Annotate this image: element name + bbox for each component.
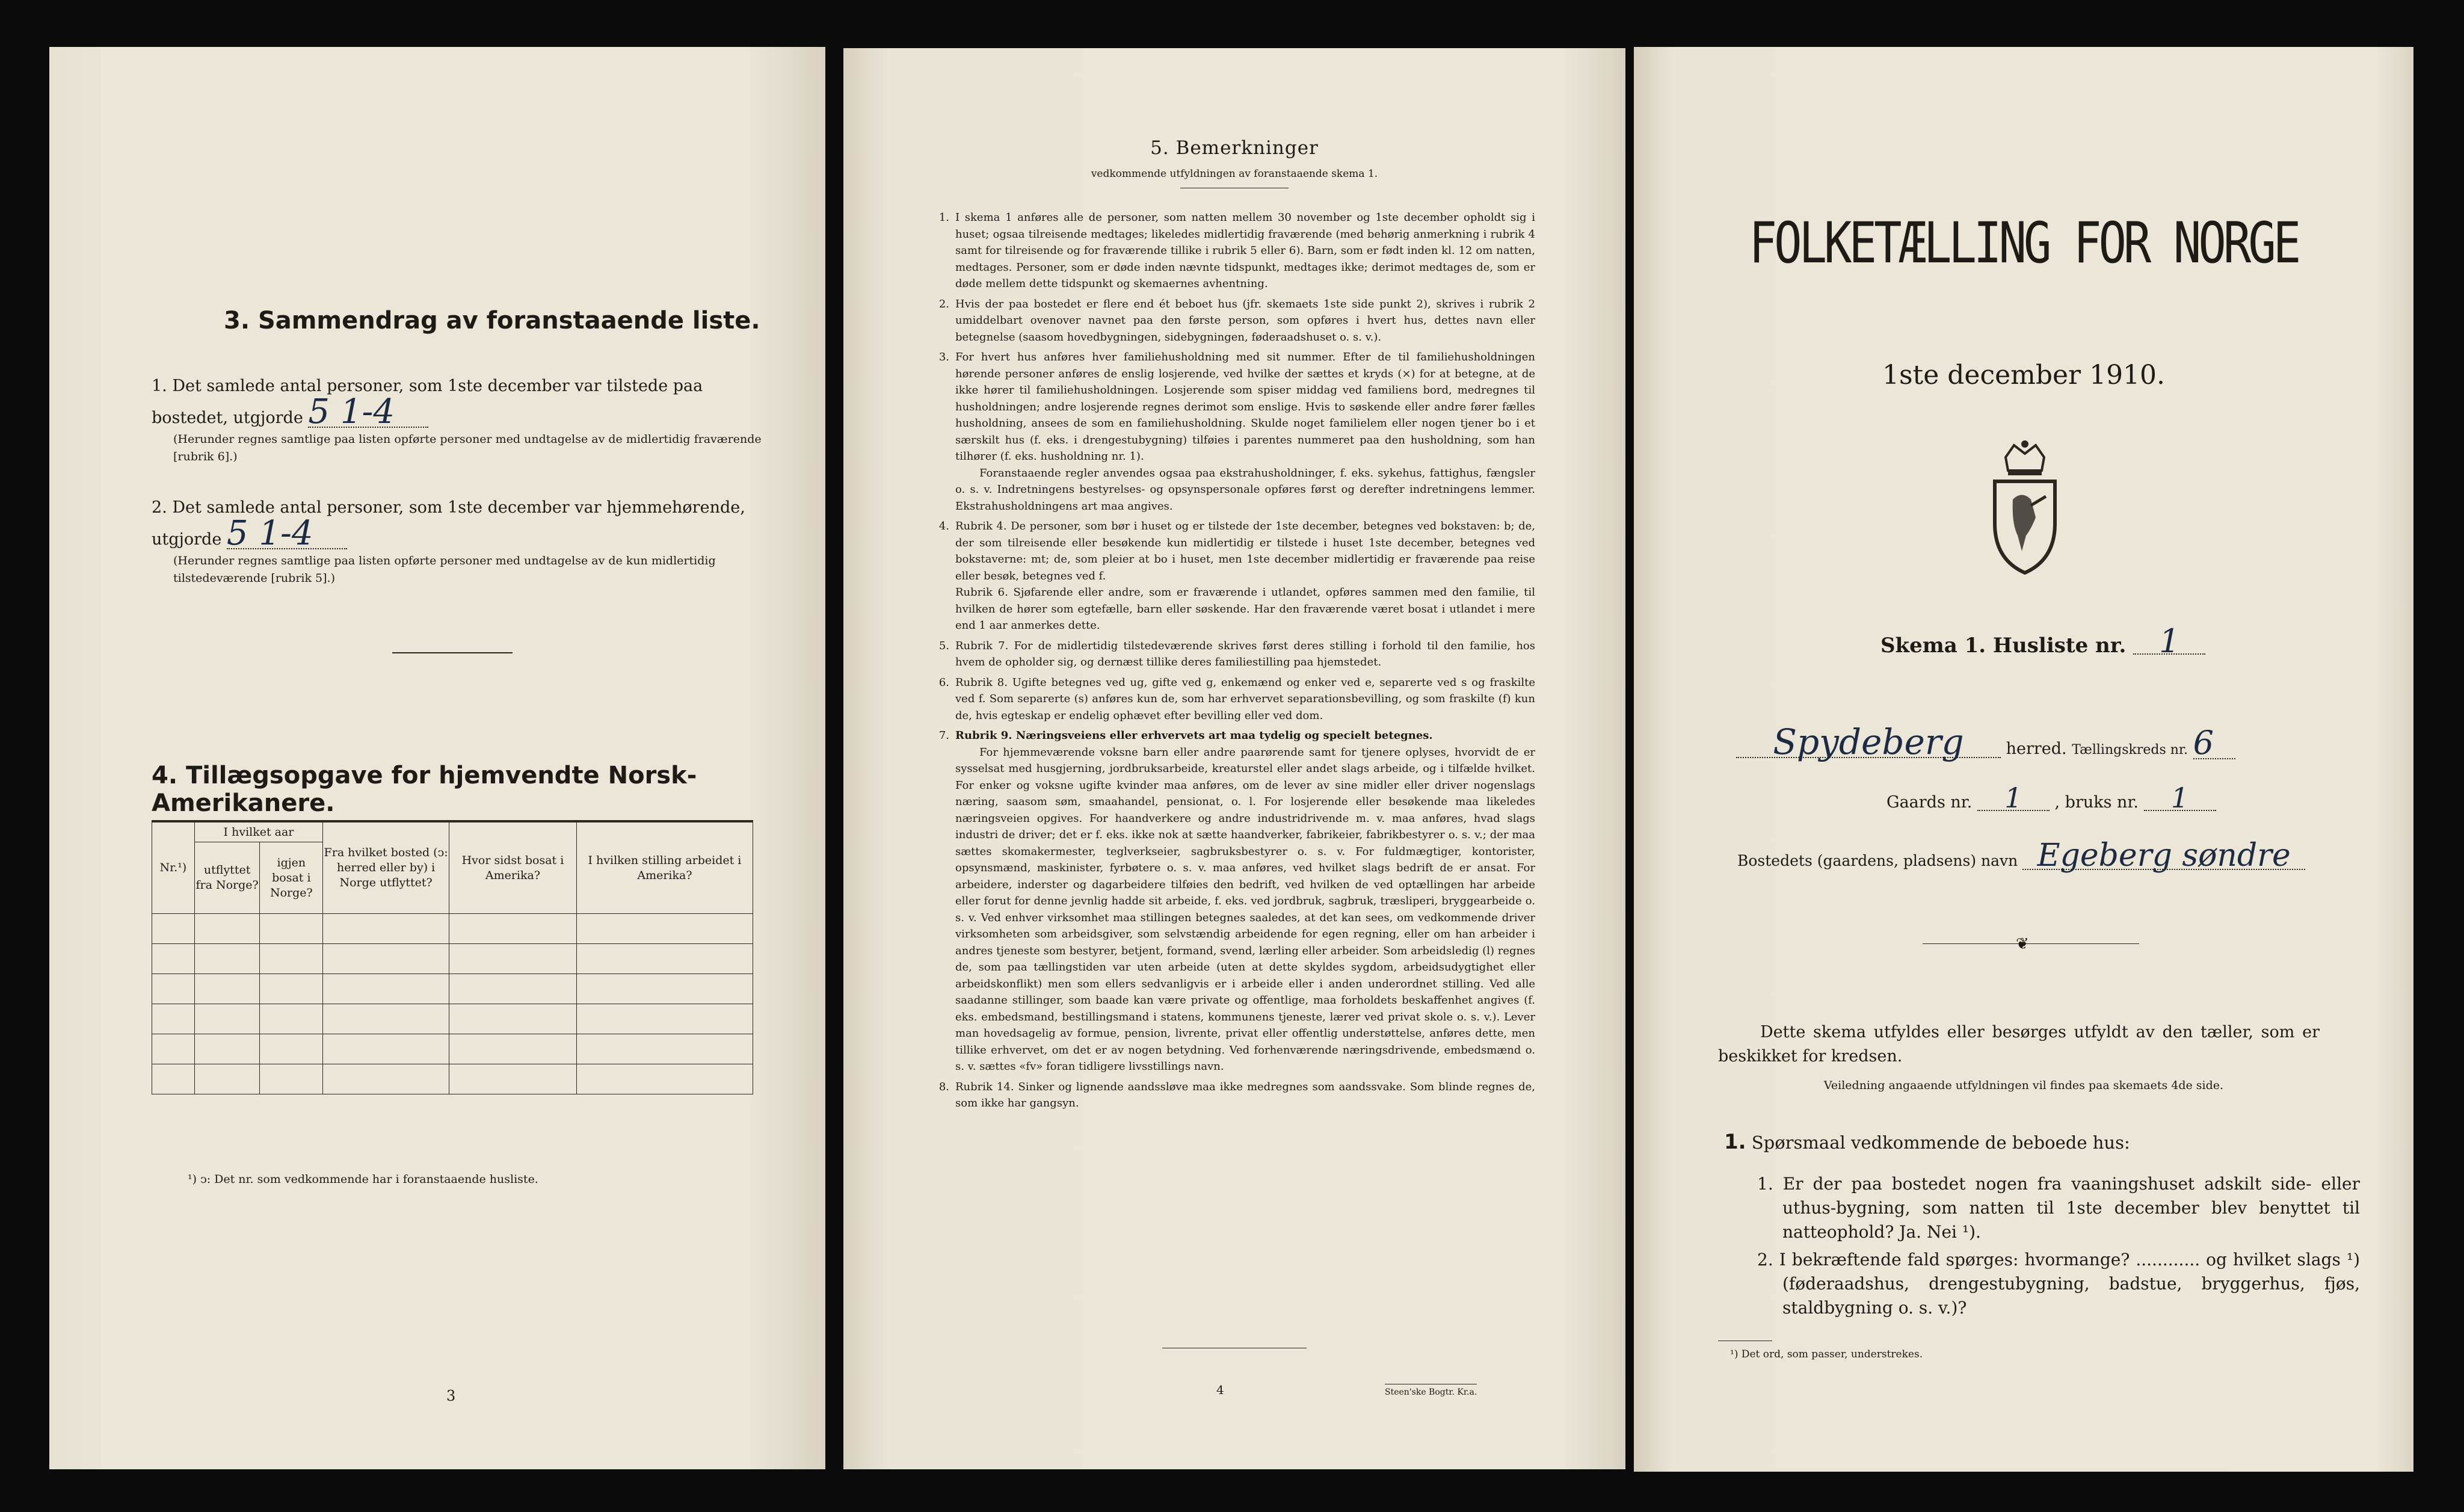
bosted-value: Egeberg søndre [2022,842,2305,870]
col-group-aar: I hvilket aar [194,821,322,842]
table-row [152,914,753,944]
ornament-icon: ❦ [2016,935,2029,953]
q1-title: Spørsmaal vedkommende de beboede hus: [1751,1132,2130,1153]
note-number: 4. [938,520,949,532]
gaards-line [1886,782,2216,814]
table-row [152,974,753,1004]
section4-footnote: ¹) ↄ: Det nr. som vedkommende har i foranstaaende husliste. [188,1173,538,1186]
q1-2: 2. I bekræftende fald spørges: hvormange? ............ og hvilket slags ¹) (føderaadshus, drengestubygning, badstue, bryggerhus, fjøs, staldbygning o. s. v.)? [1757,1250,2360,1318]
note-3 [928,349,1535,514]
col-igjen-bosat: igjen bosat i Norge? [260,842,323,914]
note-extra: For hjemmeværende voksne barn eller andre paarørende samt for tjenere oplyses, hvorvidt de er sysselsat med husgjerning, jordbruksarbeide, kreaturstel eller andet slags arbeide, og i tilfælde hvilket. For enker og voksne ugifte kvinder maa anføres, om de lever av sine midler eller driver nogenslags næring, saasom søm, smaahandel, pensionat, o. l. For losjerende eller besøkende maa likeledes næringsveien opgives. For haandverkere og andre industridrivende m. v. maa anføres, hvad slags industri de driver; det er f. eks. ikke nok at sætte haandverker, fabrikeier, fabrikbestyrer o. s. v.; der maa sættes skomakermester, teglverkseier, sagbruksbestyrer o. s. v. For fuldmægtiger, kontorister, opsynsmænd, maskinister, fyrbøtere o. s. v. maa anføres, ved hvilket slags bedrift de er ansat. For arbeidere, inderster og dagarbeidere tilføies den bedrift, ved hvilken de ved optællingen har arbeide eller forut for denne jevnlig hadde sit arbeide, f. eks. ved jordbruk, sagbruk, træsliperi, bryggearbeide o. s. v. Ved enhver virksomhet maa stillingen betegnes saaledes, at det kan sees, om vedkommende driver virksomheten som arbeidsgiver, som selvstændig arbeidende for egen regning, eller om han arbeider i andres tjeneste som bestyrer, betjent, formand, svend, lærling eller arbeider. Som arbeidsledig (l) regnes de, som paa tællingstiden var uten arbeide (uten at dette skyldes sygdom, arbeidsudygtighet eller arbeidskonflikt) men som ellers sedvanligvis er i arbeide eller i anden underordnet stilling. Ved alle saadanne stillinger, som baade kan være private og offentlige, maa forholdets beskaffenhet angives (f. eks. embedsmand, bestillingsmand i statens, kommunens tjeneste, lærer ved privat skole o. s. v.). Lever man hovedsagelig av formue, pension, livrente, privat eller offentlig understøttelse, anføres dette, men tillike erhvervet, om det er av nogen betydning. Ved forhenværende næringsdrivende, embedsmænd o. s. v. sættes «fv» foran tidligere livsstillings navn. [955,745,1535,1073]
footnote: ¹) Det ord, som passer, understrekes. [1730,1348,1923,1360]
note-number: 3. [938,351,949,363]
note-text: Hvis der paa bostedet er flere end ét beboet hus (jfr. skemaets 1ste side punkt 2), skrives i rubrik 2 umiddelbart ovenover navnet paa den første person, som opføres i hvert hus, dettes navn eller betegnelse (saasom hovedbygningen, sidebygningen, føderaadshuset o. s. v.). [955,297,1535,344]
coat-of-arms-icon [1971,439,2079,578]
notes-subtitle: vedkommende utfyldningen av foranstaaende skema 1. [1091,168,1378,180]
section3-item1-note: (Herunder regnes samtlige paa listen opførte personer med undtagelse av de midlertidig fraværende [rubrik 6].) [173,433,762,463]
husliste-nr-value: 1 [2133,629,2205,655]
middle-page [843,48,1625,1469]
col-amerika: Hvor sidst bosat i Amerika? [449,821,577,914]
note-text: Rubrik 9. Næringsveiens eller erhvervets art maa tydelig og specielt betegnes. [955,729,1433,742]
section3-item1 [152,375,753,430]
norsk-amerikanere-table [152,820,753,1094]
notes-list [928,209,1535,1112]
note-text: For hvert hus anføres hver familiehusholdning med sit nummer. Efter de til familiehusholdningen hørende personer anføres de enslig losjerende, ved hvilke der sættes et kryds (×) for at betegne, at de ikke hører til familiehusholdningen. Losjerende som spiser middag ved familiens bord, medregnes til husholdningen; andre losjerende regnes derimot som enslige. Hvis to søskende eller andre fører fælles husholdning, ansees de som en familiehusholdning. Skulde noget familielem eller nogen tjener bo i et særskilt hus (f. eks. i drengestubygning) tilføies i parentes nummeret paa den husholdning, som han tilhører (f. eks. husholdning nr. 1). [955,351,1535,463]
q1-1: 1. Er der paa bostedet nogen fra vaaningshuset adskilt side- eller uthus-bygning, som natten til 1ste december blev benyttet til natteophold? Ja. Nei ¹). [1757,1174,2360,1242]
gaards-value: 1 [1977,786,2050,811]
note-text: Rubrik 8. Ugifte betegnes ved ug, gifte ved g, enkemænd og enker ved e, separerte ved s og fraskilte ved f. Som separerte (s) anføres kun de, som har erhvervet separationsbevilling, og som fraskilte (f) kun de, hvis egteskap er endelig ophævet efter bevilling eller ved dom. [955,676,1535,722]
table-row [152,944,753,974]
form-title: FOLKETÆLLING FOR NORGE [1749,211,2299,276]
notes-title: 5. Bemerkninger [1150,137,1319,159]
bosted-label: Bostedets (gaardens, pladsens) navn [1737,852,2018,869]
section3-item2-text: 2. Det samlede antal personer, som 1ste december var hjemmehørende, utgjorde [152,498,745,549]
note-body [955,727,1535,1075]
col-bosted: Fra hvilket bosted (ↄ: herred eller by) i Norge utflyttet? [323,821,449,914]
right-page [1634,47,2413,1472]
note-6 [928,674,1535,724]
col-utflyttet: utflyttet fra Norge? [194,842,260,914]
note-number: 7. [938,729,949,742]
divider [392,652,513,653]
herred-value: Spydeberg [1736,727,2001,758]
section3-title: 3. Sammendrag av foranstaaende liste. [224,307,760,335]
note-8 [928,1079,1535,1112]
note-text: Rubrik 4. De personer, som bør i huset og er tilstede der 1ste december, betegnes ved bokstaven: b; de, der som tilreisende eller besøkende kun midlertidig er tilstede i huset 1ste december, betegnes ved bokstaverne: mt; de, som pleier at bo i huset, men 1ste december midlertidig er fraværende paa reise eller besøk, betegnes ved f. [955,520,1535,582]
note-2 [928,296,1535,346]
note-body [955,349,1535,514]
q1-heading [1724,1130,2130,1154]
note-body [955,518,1535,634]
note-4 [928,518,1535,634]
section3-item2 [152,496,753,551]
note-extra: Foranstaaende regler anvendes ogsaa paa ekstrahusholdninger, f. eks. sykehus, fattighus, fængsler o. s. v. Indretningens bestyrelses- og opsynspersonale opføres først og derefter indretningens lemmer. Ekstrahusholdningens art maa angives. [955,466,1535,513]
herred-line [1736,721,2374,762]
q1-number: 1. [1724,1130,1746,1154]
ornament-divider [1923,943,2139,944]
col-stilling: I hvilken stilling arbeidet i Amerika? [576,821,753,914]
note-extra: Rubrik 6. Sjøfarende eller andre, som er fraværende i utlandet, opføres sammen med den familie, til hvilken de hører som egtefælle, barn eller søskende. Har den fraværende været bosat i utlandet i mere end 1 aar anmerkes dette. [955,586,1535,632]
left-page [49,47,825,1469]
krets-value: 6 [2193,728,2235,759]
note-1 [928,209,1535,292]
page-number: 4 [1216,1383,1224,1397]
section3-item2-value: 5 1-4 [227,519,347,549]
note-text: Rubrik 14. Sinker og lignende aandssløve maa ikke medregnes som aandssvake. Som blinde regnes de, som ikke har gangsyn. [955,1080,1535,1109]
note-number: 8. [938,1080,949,1093]
note-7 [928,727,1535,1075]
table-row [152,1034,753,1064]
herred-label: herred. [2006,739,2067,758]
skema-husliste [1880,622,2205,660]
gaards-label: Gaards nr. [1886,793,1973,812]
note-5 [928,638,1535,671]
printer-mark: Steen'ske Bogtr. Kr.a. [1385,1384,1477,1400]
page-number: 3 [446,1387,456,1404]
note-number: 1. [938,211,949,224]
form-date: 1ste december 1910. [1882,360,2166,390]
krets-label: Tællingskreds nr. [2072,742,2188,758]
note-text: I skema 1 anføres alle de personer, som natten mellem 30 november og 1ste december opholdt sig i huset; ogsaa tilreisende medtages; likeledes midlertidig fraværende (med behørig anmerkning i rubrik 4 samt for tilreisende og for fraværende tillike i rubrik 5 eller 6). Barn, som er født inden kl. 12 om natten, medtages. Personer, som er døde inden nævnte tidspunkt, medtages ikke; derimot medtages de, som er døde mellem dette tidspunkt og skemaernes avhentning. [955,211,1535,290]
instruction: Dette skema utfyldes eller besørges utfyldt av den tæller, som er beskikket for kredsen. [1718,1023,2320,1066]
note-text: Rubrik 7. For de midlertidig tilstedeværende skrives først deres stilling i forhold til den familie, hos hvem de opholder sig, og dernæst tillike deres familiestilling paa hjemstedet. [955,639,1535,668]
table-row [152,1064,753,1094]
section4-title: 4. Tillægsopgave for hjemvendte Norsk-Amerikanere. [152,762,697,817]
note-number: 5. [938,639,949,652]
col-nr: Nr.¹) [152,821,195,914]
instruction-note: Veiledning angaaende utfyldningen vil findes paa skemaets 4de side. [1823,1079,2224,1092]
bruks-value: 1 [2144,786,2216,811]
note-number: 6. [938,676,949,689]
note-number: 2. [938,297,949,310]
section3-item2-note: (Herunder regnes samtlige paa listen opførte personer med undtagelse av de kun midlertidig tilstedeværende [rubrik 5].) [173,554,716,585]
bosted-line [1737,838,2305,874]
skema-label: Skema 1. Husliste nr. [1880,634,2127,658]
table-row [152,1004,753,1034]
section3-item1-text: 1. Det samlede antal personer, som 1ste december var tilstede paa bostedet, utgjorde [152,377,703,427]
bruks-label: , bruks nr. [2054,793,2139,812]
section3-item1-value: 5 1-4 [308,398,428,428]
